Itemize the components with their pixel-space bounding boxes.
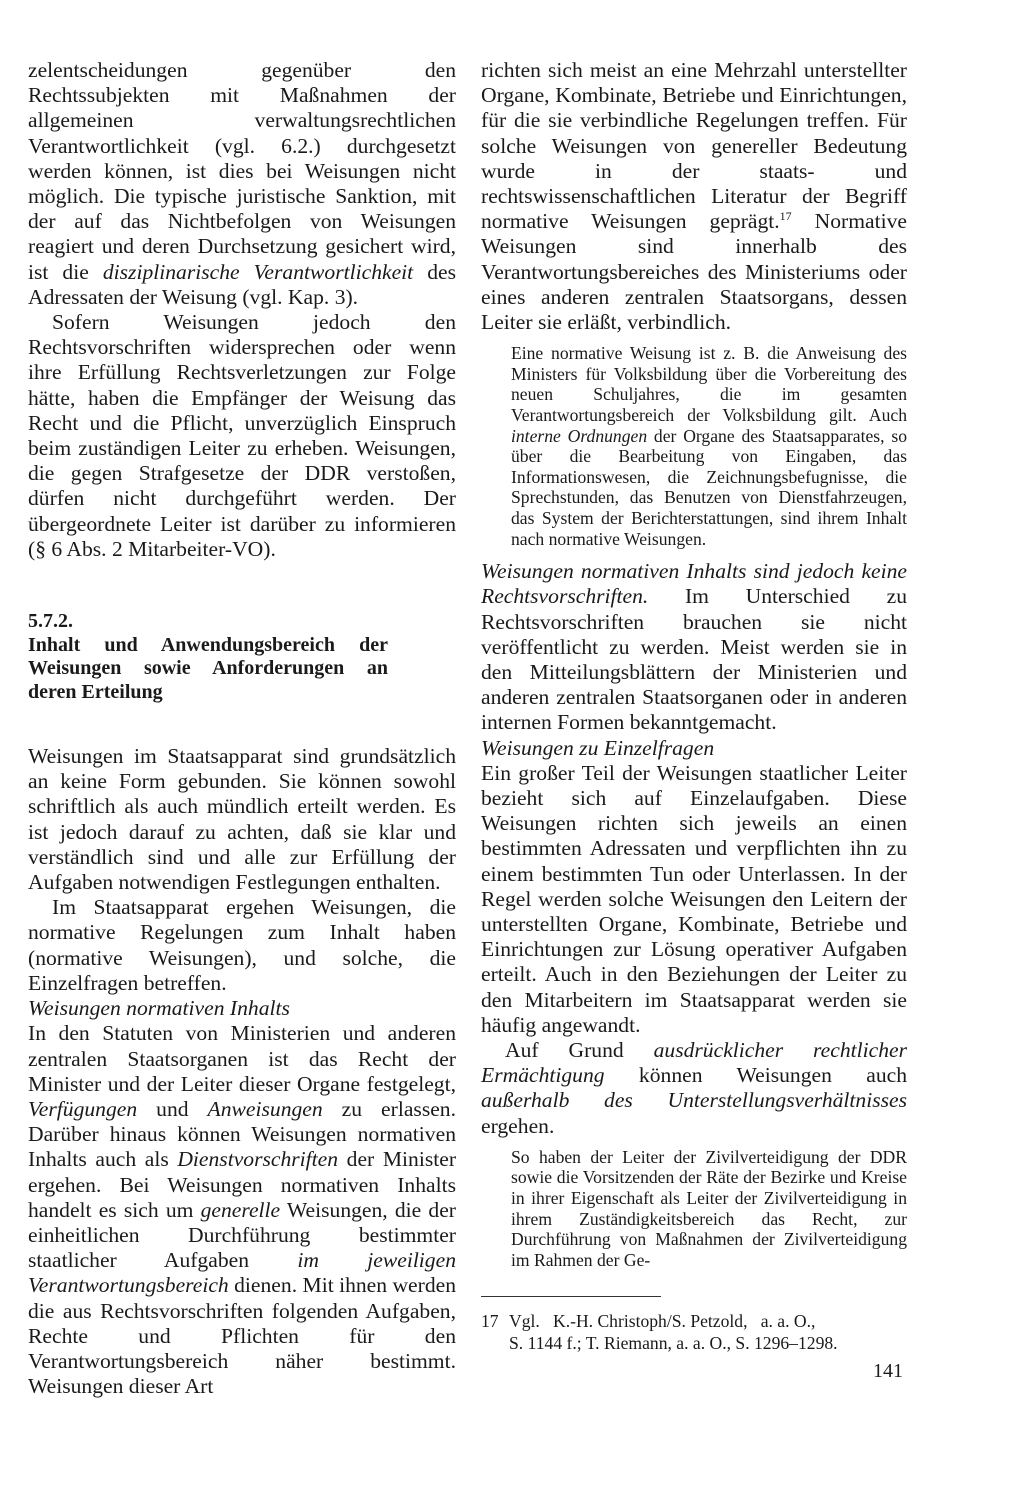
footnote-ref: 17 [779, 209, 792, 224]
paragraph: Sofern Weisungen jedoch den Rechtsvorschriften widersprechen oder wenn ihre Erfüllung Rechtsverletzungen zur Folge hätte, haben die Empfänger der Weisung das Recht und die Pflicht, unverzüglich Einspruch beim zuständigen Leiter zu erheben. Weisungen, die gegen Strafgesetze der DDR verstoßen, dürfen nicht durchgeführt werden. Der übergeordnete Leiter ist darüber zu informieren (§ 6 Abs. 2 Mitarbeiter-VO). [28, 310, 456, 561]
footnote-text: S. 1144 f.; T. Riemann, a. a. O., S. 1296–1298. [509, 1332, 838, 1353]
footnote-number: 17 [481, 1311, 499, 1332]
paragraph: Im Staatsapparat ergehen Weisungen, die normative Regelungen zum Inhalt haben (normative Weisungen), und solche, die Einzelfragen betreffen. [28, 895, 456, 995]
paragraph: In den Statuten von Ministerien und anderen zentralen Staatsorganen ist das Recht der Minister und der Leiter dieser Organe festgelegt, Verfügungen und Anweisungen zu erlassen. Darüber hinaus können Weisungen normativen Inhalts auch als Dienstvorschriften der Minister ergehen. Bei Weisungen normativen Inhalts handelt es sich um generelle Weisungen, die der einheitlichen Durchführung bestimmter staatlicher Aufgaben im jeweiligen Verantwortungsbereich dienen. Mit ihnen werden die aus Rechtsvorschriften folgenden Aufgaben, Rechte und Pflichten für den Verantwortungsbereich näher bestimmt. Weisungen dieser Art [28, 1021, 457, 1399]
left-column [28, 58, 456, 1399]
section-number: 5.7.2. [28, 610, 73, 633]
page-number: 141 [873, 1360, 903, 1382]
paragraph: Weisungen normativen Inhalts sind jedoch keine Rechtsvorschriften. Im Unterschied zu Rechtsvorschriften brauchen sie nicht veröffentlicht zu werden. Meist werden sie in den Mitteilungsblättern der Ministerien und anderen zentralen Staatsorganen oder in anderen internen Formen bekanntgemacht. [481, 559, 907, 735]
footnote [481, 1311, 907, 1354]
footnote-divider [481, 1296, 661, 1297]
paragraph: zelentscheidungen gegenüber den Rechtssubjekten mit Maßnahmen der allgemeinen verwaltungsrechtlichen Verantwortlichkeit (vgl. 6.2.) durchgesetzt werden können, ist dies bei Weisungen nicht möglich. Die typische juristische Sanktion, mit der auf das Nichtbefolgen von Weisungen reagiert und deren Durchsetzung gesichert wird, ist die disziplinarische Verantwortlichkeit des Adressaten der Weisung (vgl. Kap. 3). [28, 58, 456, 309]
footnote-text: Vgl. K.-H. Christoph/S. Petzold, a. a. O., [509, 1311, 816, 1332]
subheading: Weisungen zu Einzelfragen [481, 735, 715, 760]
section-title: Inhalt und Anwendungsbereich der Weisungen sowie Anforderungen an deren Erteilung [28, 633, 388, 703]
paragraph: richten sich meist an eine Mehrzahl unterstellter Organe, Kombinate, Betriebe und Einrichtungen, für die sie verbindliche Regelungen treffen. Für solche Weisungen von genereller Bedeutung wurde in der staats- und rechtswissenschaftlichen Literatur der Begriff normative Weisungen geprägt.$^{17}$ Normative Weisungen sind innerhalb des Verantwortungsbereiches des Ministeriums oder eines anderen zentralen Staatsorgans, dessen Leiter sie erläßt, verbindlich. [481, 58, 907, 335]
subheading: Weisungen normativen Inhalts [28, 996, 290, 1021]
paragraph: Ein großer Teil der Weisungen staatlicher Leiter bezieht sich auf Einzelaufgaben. Diese Weisungen richten sich jeweils an einen bestimmten Adressaten und verpflichten ihn zu einem bestimmten Tun oder Unterlassen. In der Regel werden solche Weisungen den Leitern der unterstellten Organe, Kombinate, Betriebe und Einrichtungen zur Lösung operativer Aufgaben erteilt. Auch in den Beziehungen der Leiter zu den Mitarbeitern im Staatsapparat werden sie häufig angewandt. [481, 760, 907, 1037]
paragraph: Auf Grund ausdrücklicher rechtlicher Ermächtigung können Weisungen auch außerhalb des Unterstellungsverhältnisses ergehen. [481, 1038, 907, 1138]
example-block: So haben der Leiter der Zivilverteidigung der DDR sowie die Vorsitzenden der Räte der Bezirke und Kreise in ihrer Eigenschaft als Leiter der Zivilverteidigung in ihrem Zuständigkeitsbereich das Recht, zur Durchführung von Maßnahmen der Zivilverteidigung im Rahmen der Ge- [511, 1146, 907, 1270]
example-block: Eine normative Weisung ist z. B. die Anweisung des Ministers für Volksbildung über die Vorbereitung des neuen Schuljahres, die im gesamten Verantwortungsbereich der Volksbildung gilt. Auch interne Ordnungen der Organe des Staatsapparates, so über die Bearbeitung von Eingaben, das Informationswesen, die Zeichnungsbefugnisse, die Sprechstunden, das Benutzen von Dienstfahrzeugen, das System der Berichterstattungen, sind ihrem Inhalt nach normative Weisungen. [511, 343, 907, 549]
paragraph: Weisungen im Staatsapparat sind grundsätzlich an keine Form gebunden. Sie können sowohl schriftlich als auch mündlich erteilt werden. Es ist jedoch darauf zu achten, daß sie klar und verständlich sind und alle zur Erfüllung der Aufgaben notwendigen Festlegungen enthalten. [28, 744, 456, 895]
right-column [481, 58, 907, 1354]
